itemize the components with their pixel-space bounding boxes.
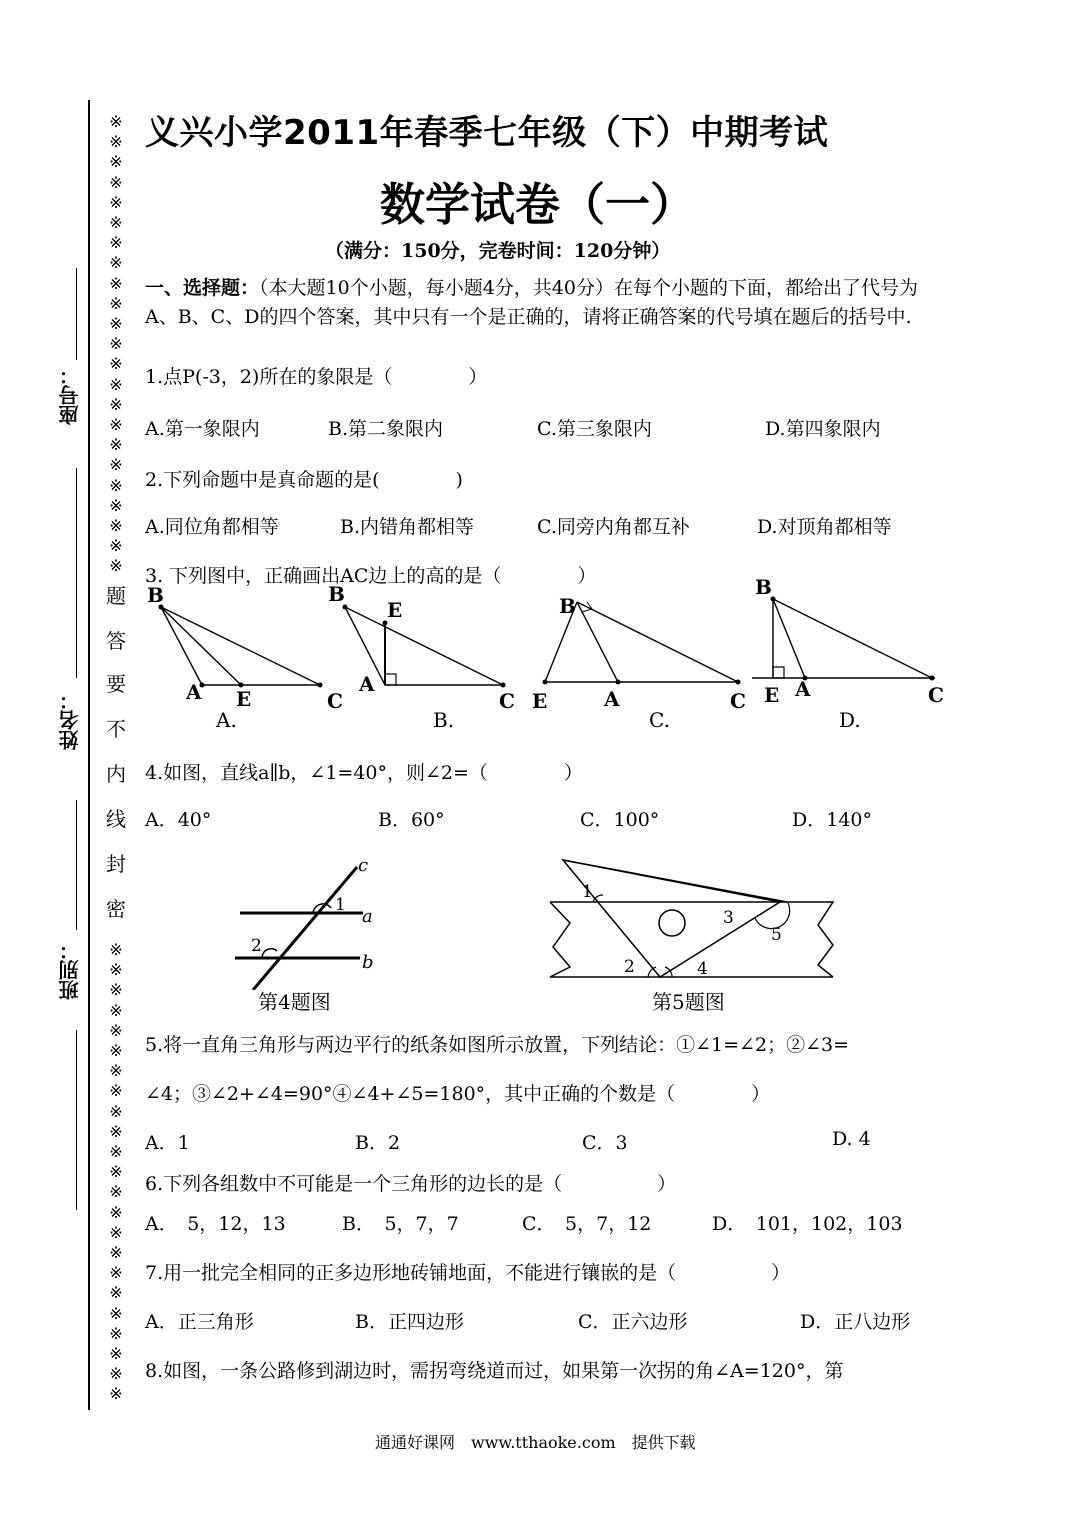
question-2-stem: 2.下列命题中是真命题的是( ) xyxy=(145,469,463,491)
seal-char-7: 封 xyxy=(106,852,126,876)
figure-5-caption: 第5题图 xyxy=(652,990,725,1014)
figure-5-triangle-strip xyxy=(545,855,840,985)
class-label: 班别： xyxy=(58,940,82,1000)
q1-option-b[interactable]: B.第二象限内 xyxy=(328,418,444,440)
name-label: 姓名： xyxy=(58,690,82,750)
q3c-label-b: B xyxy=(559,594,576,618)
fig5-label-2: 2 xyxy=(624,957,635,977)
q2-option-d[interactable]: D.对顶角都相等 xyxy=(757,516,892,538)
q7-option-b[interactable]: B．正四边形 xyxy=(355,1311,464,1333)
q3a-label-c: C xyxy=(327,689,343,713)
figure-4-caption: 第4题图 xyxy=(258,990,331,1014)
q6-option-b[interactable]: B． 5，7，7 xyxy=(342,1213,459,1235)
question-3-stem: 3. 下列图中，正确画出AC边上的高的是（ ） xyxy=(145,565,597,587)
seal-char-5: 内 xyxy=(106,762,126,786)
q3b-label-c: C xyxy=(499,689,515,713)
q5-option-a[interactable]: A．1 xyxy=(145,1132,190,1154)
q5-option-d[interactable]: D. 4 xyxy=(832,1128,871,1150)
q5-option-c[interactable]: C．3 xyxy=(582,1132,628,1154)
question-7-stem: 7.用一批完全相同的正多边形地砖铺地面，不能进行镶嵌的是（ ） xyxy=(145,1262,791,1284)
seal-char-8: 密 xyxy=(106,897,126,921)
paper-title: 数学试卷（一） xyxy=(380,178,696,231)
seat-label: 座号： xyxy=(58,365,82,425)
binding-cross-pattern-bottom: ※ ※ ※ ※ ※ ※ ※ ※ ※ ※ ※ ※ ※ ※ ※ ※ ※ ※ ※ ※ ※ ※ ※ xyxy=(109,940,123,1404)
q2-option-b[interactable]: B.内错角都相等 xyxy=(340,516,475,538)
q3a-caption: A. xyxy=(216,708,237,732)
seal-char-6: 线 xyxy=(106,807,126,831)
q3d-label-b: B xyxy=(755,575,772,599)
fig5-label-5: 5 xyxy=(771,925,782,945)
fig4-label-a: a xyxy=(362,906,373,927)
q4-option-a[interactable]: A．40° xyxy=(145,809,212,831)
q3c-caption: C. xyxy=(649,708,670,732)
q3c-label-e: E xyxy=(532,689,548,713)
q3a-label-b: B xyxy=(147,583,164,607)
q2-option-c[interactable]: C.同旁内角都互补 xyxy=(537,516,690,538)
question-5-stem-cont: ∠4；③∠2+∠4=90°④∠4+∠5=180°，其中正确的个数是（ ） xyxy=(145,1083,771,1105)
page-footer: 通通好课网 www.tthaoke.com 提供下载 xyxy=(375,1433,696,1452)
fig4-label-2: 2 xyxy=(251,936,262,956)
q3c-label-c: C xyxy=(730,689,746,713)
section-heading: 一、选择题： xyxy=(145,277,260,299)
question-6-stem: 6.下列各组数中不可能是一个三角形的边长的是（ ） xyxy=(145,1173,677,1195)
q3-figure-d[interactable] xyxy=(752,575,944,732)
exam-info: （满分：150分，完卷时间：120分钟） xyxy=(325,240,671,262)
q4-option-b[interactable]: B．60° xyxy=(378,809,445,831)
q3b-label-e: E xyxy=(387,598,403,622)
q3d-label-e: E xyxy=(764,683,780,707)
fig5-label-1: 1 xyxy=(582,882,593,902)
q4-option-d[interactable]: D．140° xyxy=(792,809,872,831)
question-1-stem: 1.点P(-3，2)所在的象限是（ ） xyxy=(145,366,488,388)
fig4-label-c: c xyxy=(358,855,369,876)
q3a-label-e: E xyxy=(236,687,252,711)
seat-fill-line[interactable] xyxy=(76,268,77,360)
q7-option-a[interactable]: A．正三角形 xyxy=(145,1311,254,1333)
binding-line xyxy=(88,100,90,1410)
q4-option-c[interactable]: C．100° xyxy=(580,809,660,831)
seal-char-4: 不 xyxy=(106,717,126,741)
q1-option-d[interactable]: D.第四象限内 xyxy=(765,418,881,440)
q7-option-c[interactable]: C．正六边形 xyxy=(578,1311,688,1333)
q6-option-a[interactable]: A． 5，12，13 xyxy=(145,1213,286,1235)
exam-title: 义兴小学2011年春季七年级（下）中期考试 xyxy=(145,113,829,153)
q3b-caption: B. xyxy=(433,708,455,732)
q3b-label-a: A xyxy=(359,672,375,696)
name-fill-line[interactable] xyxy=(76,468,77,678)
question-5-stem: 5.将一直角三角形与两边平行的纸条如图所示放置，下列结论：①∠1=∠2；②∠3= xyxy=(145,1034,849,1056)
q3-figure-c[interactable] xyxy=(532,594,746,732)
q3d-label-a: A xyxy=(795,677,811,701)
figure-4-parallel-lines xyxy=(225,855,395,990)
class-fill-line[interactable] xyxy=(76,800,77,930)
question-4-stem: 4.如图，直线a∥b，∠1=40°，则∠2=（ ） xyxy=(145,762,583,784)
seal-char-3: 要 xyxy=(106,672,126,696)
fig5-label-4: 4 xyxy=(697,959,708,979)
q1-option-c[interactable]: C.第三象限内 xyxy=(537,418,652,440)
seal-char-1: 题 xyxy=(106,584,126,608)
q3c-label-a: A xyxy=(604,687,620,711)
fig4-label-b: b xyxy=(362,952,374,973)
q6-option-c[interactable]: C． 5，7，12 xyxy=(522,1213,652,1235)
binding-cross-pattern-top: ※ ※ ※ ※ ※ ※ ※ ※ ※ ※ ※ ※ ※ ※ ※ ※ ※ ※ ※ ※ ※ ※ ※ xyxy=(109,112,123,576)
q1-option-a[interactable]: A.第一象限内 xyxy=(145,418,260,440)
q3-figure-b[interactable] xyxy=(328,582,515,732)
fig4-label-1: 1 xyxy=(335,895,346,915)
sidebar-extra-line xyxy=(76,1030,77,1210)
q2-option-a[interactable]: A.同位角都相等 xyxy=(145,516,279,538)
q6-option-d[interactable]: D． 101，102，103 xyxy=(712,1213,903,1235)
q5-option-b[interactable]: B．2 xyxy=(355,1132,401,1154)
section-instructions: （本大题10个小题，每小题4分，共40分）在每个小题的下面，都给出了代号为A、B、C、D的四个答案，其中只有一个是正确的，请将正确答案的代号填在题后的括号中. xyxy=(145,277,918,328)
q3-figure-a[interactable] xyxy=(147,583,343,732)
q3b-label-b: B xyxy=(328,582,345,606)
q3-figures xyxy=(140,575,960,735)
fig5-label-3: 3 xyxy=(723,908,734,928)
question-8-stem: 8.如图，一条公路修到湖边时，需拐弯绕道而过，如果第一次拐的角∠A=120°，第 xyxy=(145,1360,844,1382)
section-intro xyxy=(145,274,945,332)
q3d-label-c: C xyxy=(928,683,944,707)
q3d-caption: D. xyxy=(839,708,861,732)
q7-option-d[interactable]: D．正八边形 xyxy=(800,1311,911,1333)
q3a-label-a: A xyxy=(186,680,202,704)
seal-char-2: 答 xyxy=(106,629,126,653)
